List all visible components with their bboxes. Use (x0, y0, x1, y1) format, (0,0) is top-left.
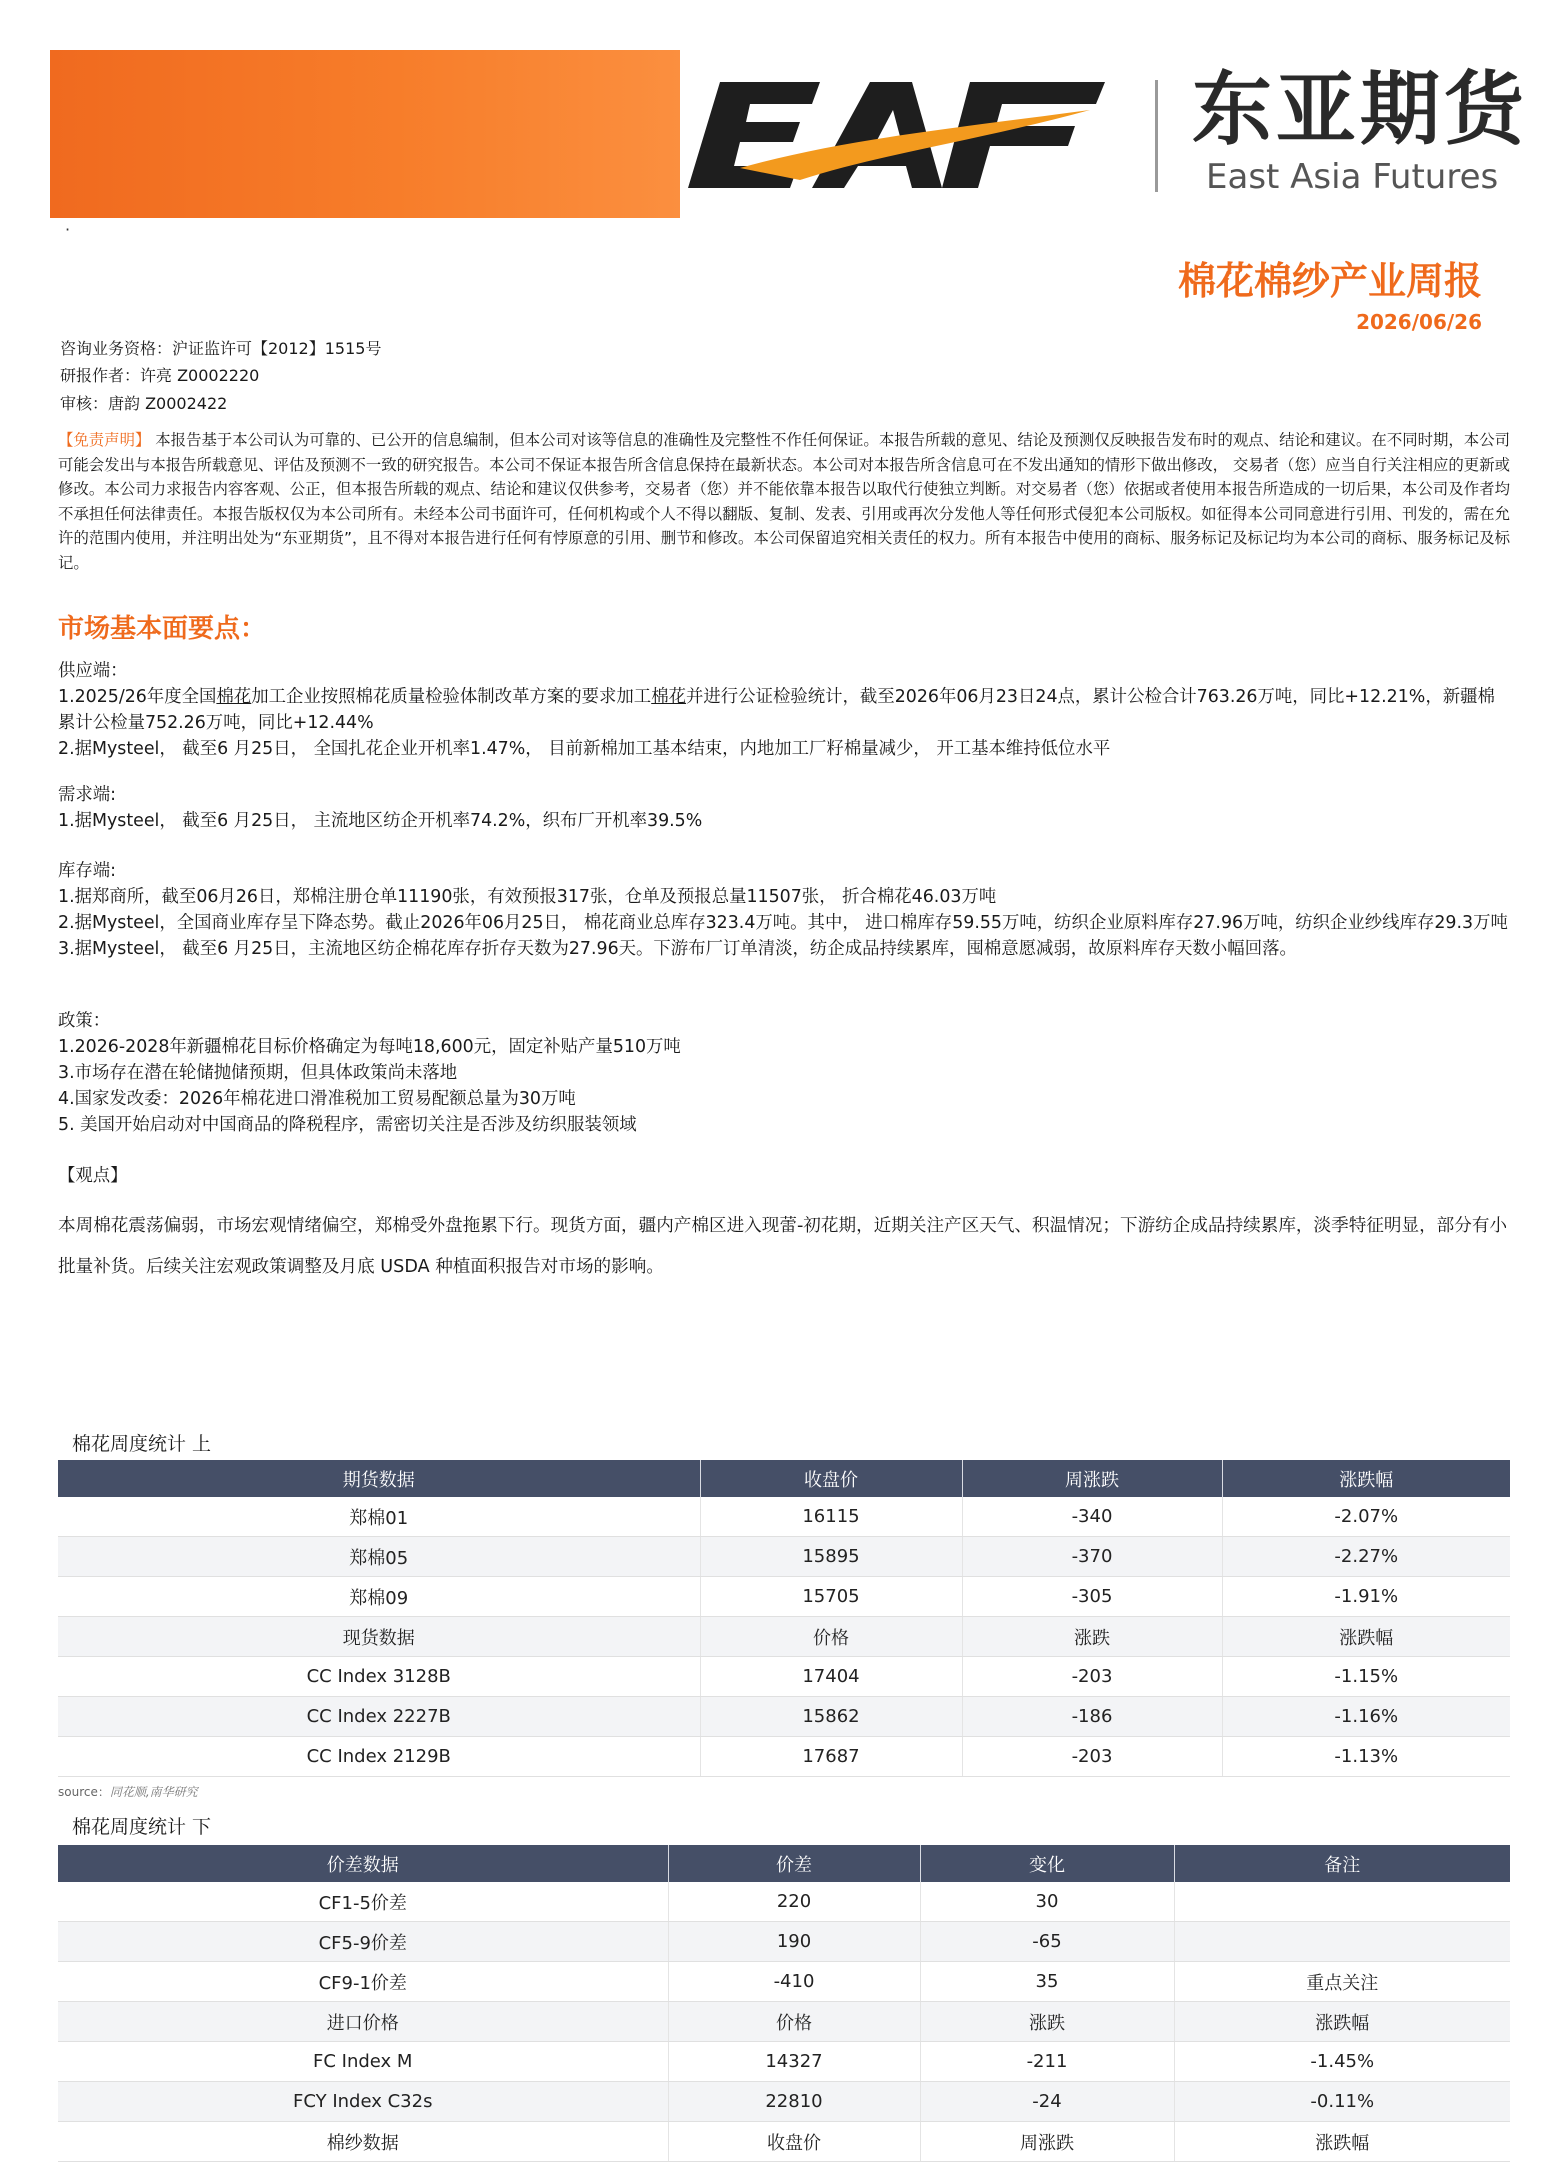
policy-item-1: 1.2026-2028年新疆棉花目标价格确定为每吨18,600元，固定补贴产量510万吨 (58, 1037, 681, 1057)
table-cell: 价格 (700, 1617, 962, 1657)
policy-block (58, 1008, 1510, 1138)
spread-import-table (58, 1845, 1510, 2162)
table-row (58, 1737, 1510, 1777)
table-cell: 郑棉01 (58, 1497, 700, 1537)
table-cell: 棉纱数据 (58, 2122, 668, 2162)
table-header-row (58, 1460, 1510, 1497)
futures-spot-table (58, 1460, 1510, 1777)
supply-block (58, 658, 1510, 762)
supply-heading: 供应端： (58, 661, 128, 681)
table-cell: 14327 (668, 2042, 920, 2082)
table-cell: 进口价格 (58, 2002, 668, 2042)
table-row (58, 1657, 1510, 1697)
table-cell: 17687 (700, 1737, 962, 1777)
table-cell: -2.27% (1222, 1537, 1510, 1577)
column-header: 收盘价 (700, 1460, 962, 1497)
table-cell: CF1-5价差 (58, 1882, 668, 1922)
column-header: 周涨跌 (962, 1460, 1222, 1497)
column-header: 价差 (668, 1845, 920, 1882)
author-line: 研报作者：许亮 Z0002220 (60, 366, 260, 385)
table-cell: CF9-1价差 (58, 1962, 668, 2002)
policy-item-4: 5. 美国开始启动对中国商品的降税程序，需密切关注是否涉及纺织服装领域 (58, 1115, 637, 1135)
table-cell: 涨跌幅 (1222, 1617, 1510, 1657)
column-header: 期货数据 (58, 1460, 700, 1497)
table-cell: 220 (668, 1882, 920, 1922)
supply-item-2: 2.据Mysteel， 截至6 月25日， 全国扎花企业开机率1.47%， 目前新棉加工基本结束，内地加工厂籽棉量减少， 开工基本维持低位水平 (58, 739, 1111, 759)
table-cell: FCY Index C32s (58, 2082, 668, 2122)
viewpoint-text: 本周棉花震荡偏弱，市场宏观情绪偏空，郑棉受外盘拖累下行。现货方面，疆内产棉区进入现蕾-初花期，近期关注产区天气、积温情况；下游纺企成品持续累库，淡季特征明显，部分有小批量补货。后续关注宏观政策调整及月底 USDA 种植面积报告对市场的影响。 (58, 1216, 1508, 1277)
table-row (58, 1577, 1510, 1617)
table2-caption: 棉花周度统计 下 (72, 1816, 212, 1838)
table-cell: -1.16% (1222, 1697, 1510, 1737)
table1-caption: 棉花周度统计 上 (72, 1433, 212, 1455)
table-cell: -186 (962, 1697, 1222, 1737)
inventory-item-2: 2.据Mysteel，全国商业库存呈下降态势。截止2026年06月25日， 棉花商业总库存323.4万吨。其中， 进口棉库存59.55万吨，纺织企业原料库存27.96万吨，纺织企业纱线库存29.3万吨 (58, 913, 1508, 933)
brand-name-cn: 东亚期货 (1192, 63, 1528, 156)
qualification-line: 咨询业务资格：沪证监许可【2012】1515号 (60, 339, 382, 358)
table-cell: -0.11% (1174, 2082, 1510, 2122)
column-header: 变化 (920, 1845, 1174, 1882)
table-cell: 价格 (668, 2002, 920, 2042)
table-row (58, 1537, 1510, 1577)
table-cell: 17404 (700, 1657, 962, 1697)
policy-item-3: 4.国家发改委：2026年棉花进口滑准税加工贸易配额总量为30万吨 (58, 1089, 576, 1109)
table-cell: 周涨跌 (920, 2122, 1174, 2162)
table-cell: 30 (920, 1882, 1174, 1922)
table-row (58, 2002, 1510, 2042)
table-cell: -340 (962, 1497, 1222, 1537)
table-cell: -370 (962, 1537, 1222, 1577)
table-cell: 涨跌 (962, 1617, 1222, 1657)
table-cell: 现货数据 (58, 1617, 700, 1657)
table-cell: -203 (962, 1657, 1222, 1697)
table-cell: 涨跌幅 (1174, 2002, 1510, 2042)
column-header: 价差数据 (58, 1845, 668, 1882)
table-cell: 15862 (700, 1697, 962, 1737)
report-date: 2026/06/26 (1356, 310, 1482, 334)
policy-item-2: 3.市场存在潜在轮储抛储预期，但具体政策尚未落地 (58, 1063, 458, 1083)
table-cell: 涨跌幅 (1174, 2122, 1510, 2162)
table-cell: CC Index 2227B (58, 1697, 700, 1737)
section-title: 市场基本面要点： (58, 614, 267, 644)
header-orange-banner (50, 50, 680, 218)
eaf-logo-icon (680, 70, 1120, 200)
table-cell: 22810 (668, 2082, 920, 2122)
table-header-row (58, 1845, 1510, 1882)
policy-heading: 政策： (58, 1011, 111, 1031)
supply-item-1: 1.2025/26年度全国棉花加工企业按照棉花质量检验体制改革方案的要求加工棉花并进行公证检验统计，截至2026年06月23日24点，累计公检合计763.26万吨，同比+12.21%，新疆棉累计公检量752.26万吨，同比+12.44% (58, 687, 1495, 733)
table-cell: 190 (668, 1922, 920, 1962)
table-cell: CF5-9价差 (58, 1922, 668, 1962)
table-cell: -1.15% (1222, 1657, 1510, 1697)
table-cell (1174, 1922, 1510, 1962)
table-cell: 15705 (700, 1577, 962, 1617)
table-cell: -410 (668, 1962, 920, 2002)
table-cell: 郑棉09 (58, 1577, 700, 1617)
inventory-block (58, 858, 1510, 962)
table-cell (1174, 1882, 1510, 1922)
table-row (58, 1617, 1510, 1657)
inventory-item-1: 1.据郑商所，截至06月26日，郑棉注册仓单11190张，有效预报317张，仓单及预报总量11507张， 折合棉花46.03万吨 (58, 887, 997, 907)
column-header: 涨跌幅 (1222, 1460, 1510, 1497)
disclaimer (58, 428, 1510, 575)
inventory-heading: 库存端: (58, 861, 117, 881)
demand-block (58, 782, 1510, 834)
table-cell: -2.07% (1222, 1497, 1510, 1537)
source-note: source：同花顺,南华研究 (58, 1785, 198, 1799)
logo-divider (1155, 80, 1158, 192)
table-cell: CC Index 3128B (58, 1657, 700, 1697)
table-cell: 涨跌 (920, 2002, 1174, 2042)
viewpoint-heading: 【观点】 (58, 1166, 128, 1186)
table-cell: 16115 (700, 1497, 962, 1537)
table-cell: 15895 (700, 1537, 962, 1577)
table-row (58, 1922, 1510, 1962)
table-row (58, 1962, 1510, 2002)
table-cell: -1.13% (1222, 1737, 1510, 1777)
table-cell: 重点关注 (1174, 1962, 1510, 2002)
table-cell: -1.45% (1174, 2042, 1510, 2082)
disclaimer-tag: 【免责声明】 (58, 431, 151, 449)
disclaimer-text: 本报告基于本公司认为可靠的、已公开的信息编制，但本公司对该等信息的准确性及完整性不作任何保证。本报告所载的意见、结论及预测仅反映报告发布时的观点、结论和建议。在不同时期，本公司可能会发出与本报告所载意见、评估及预测不一致的研究报告。本公司不保证本报告所含信息保持在最新状态。本公司对本报告所含信息可在不发出通知的情形下做出修改， 交易者（您）应当自行关注相应的更新或修改。本公司力求报告内容客观、公正，但本报告所载的观点、结论和建议仅供参考，交易者（您）并不能依靠本报告以取代行使独立判断。对交易者（您）依据或者使用本报告所造成的一切后果，本公司及作者均不承担任何法律责任。本报告版权仅为本公司所有。未经本公司书面许可，任何机构或个人不得以翻版、复制、发表、引用或再次分发他人等任何形式侵犯本公司版权。如征得本公司同意进行引用、刊发的，需在允许的范围内使用，并注明出处为“东亚期货”，且不得对本报告进行任何有悖原意的引用、删节和修改。本公司保留追究相关责任的权力。所有本报告中使用的商标、服务标记及标记均为本公司的商标、服务标记及标记。 (58, 431, 1510, 572)
table-cell: -203 (962, 1737, 1222, 1777)
report-title: 棉花棉纱产业周报 (1177, 259, 1482, 303)
table-row (58, 2082, 1510, 2122)
table-cell: -1.91% (1222, 1577, 1510, 1617)
table-cell: -211 (920, 2042, 1174, 2082)
table-row (58, 1497, 1510, 1537)
dot-mark: · (65, 220, 71, 239)
table-cell: -24 (920, 2082, 1174, 2122)
reviewer-line: 审核：唐韵 Z0002422 (60, 394, 228, 413)
table-cell: FC Index M (58, 2042, 668, 2082)
demand-heading: 需求端: (58, 785, 117, 805)
brand-name-en: East Asia Futures (1206, 157, 1499, 197)
table-cell: 收盘价 (668, 2122, 920, 2162)
table-cell: -65 (920, 1922, 1174, 1962)
table-row (58, 2042, 1510, 2082)
table-row (58, 1697, 1510, 1737)
demand-item-1: 1.据Mysteel， 截至6 月25日， 主流地区纺企开机率74.2%，织布厂开机率39.5% (58, 811, 703, 831)
table-cell: 郑棉05 (58, 1537, 700, 1577)
table-cell: 35 (920, 1962, 1174, 2002)
table-row (58, 2122, 1510, 2162)
table-cell: -305 (962, 1577, 1222, 1617)
inventory-item-3: 3.据Mysteel， 截至6 月25日，主流地区纺企棉花库存折存天数为27.96天。下游布厂订单清淡，纺企成品持续累库，囤棉意愿减弱，故原料库存天数小幅回落。 (58, 939, 1297, 959)
column-header: 备注 (1174, 1845, 1510, 1882)
table-row (58, 1882, 1510, 1922)
table-cell: CC Index 2129B (58, 1737, 700, 1777)
